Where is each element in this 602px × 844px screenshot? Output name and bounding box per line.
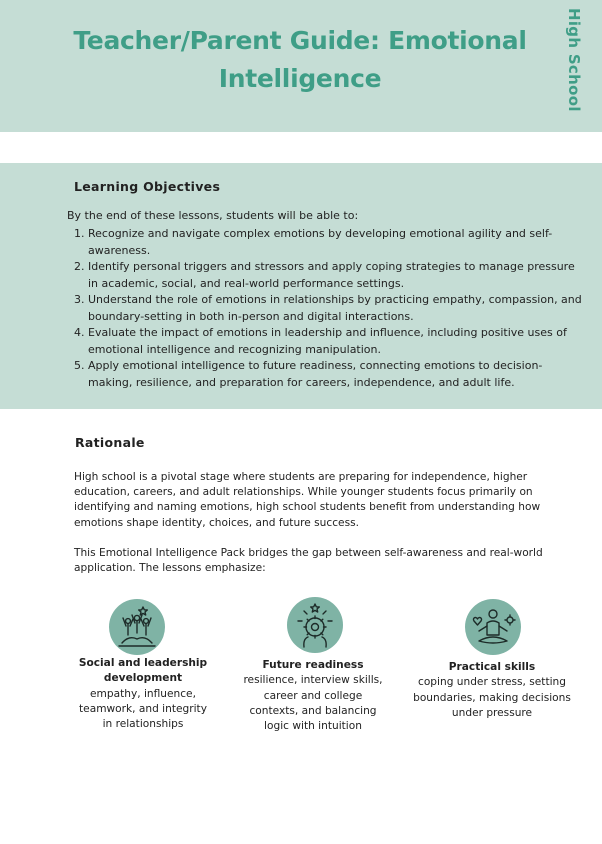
list-number: 4. [74,326,85,339]
list-number: 3. [74,293,85,306]
list-number: 2. [74,260,85,273]
list-item [74,259,584,292]
list-item [74,358,584,391]
emphasis-card-social [78,656,208,732]
grade-level-label: High School [565,8,583,112]
page-title: Teacher/Parent Guide: Emotional Intelligence [73,26,527,93]
list-text: Apply emotional intelligence to future readiness, connecting emotions to decision-making, resilience, and preparation for careers, independence, and adult life. [88,359,543,389]
emphasis-card-future [238,658,388,734]
list-text: Identify personal triggers and stressors and apply coping strategies to manage pressure in academic, social, and real-world performance settings. [88,260,575,290]
emphasis-description: coping under stress, setting boundaries, making decisions under pressure [413,676,571,719]
list-text: Recognize and navigate complex emotions by developing emotional agility and self-awareness. [88,227,553,257]
rationale-paragraph-2: This Emotional Intelligence Pack bridges the gap between self-awareness and real-world application. The lessons emphasize: [74,547,543,575]
objectives-heading: Learning Objectives [74,179,221,194]
list-item [74,325,584,358]
list-text: Evaluate the impact of emotions in leadership and influence, including positive uses of emotional intelligence and recognizing manipulation. [88,326,567,356]
emphasis-card-practical [410,660,574,721]
objectives-list [74,226,584,391]
emphasis-title: Future readiness [262,659,364,671]
rationale-paragraph-1: High school is a pivotal stage where students are preparing for independence, higher education, careers, and adult relationships. While younger students focus primarily on identifying and naming emotions, high school students benefit from understanding how emotions shape identity, choices, and future success. [74,471,541,529]
list-number: 1. [74,227,85,240]
gear-head-star-icon [287,597,343,653]
meditating-person-icon [465,599,521,655]
list-text: Understand the role of emotions in relationships by practicing empathy, compassion, and boundary-setting in both in-person and digital interactions. [88,293,582,323]
emphasis-title: Practical skills [448,661,536,673]
emphasis-description: empathy, influence, teamwork, and integrity in relationships [79,687,207,731]
emphasis-description: resilience, interview skills, career and college contexts, and balancing logic with intuition [243,674,383,733]
list-number: 5. [74,359,85,372]
team-celebration-icon [109,599,165,655]
emphasis-title: Social and leadership development [78,657,208,685]
list-item [74,292,584,325]
objectives-intro: By the end of these lessons, students will be able to: [67,209,359,222]
rationale-heading: Rationale [75,435,145,450]
list-item [74,226,584,259]
